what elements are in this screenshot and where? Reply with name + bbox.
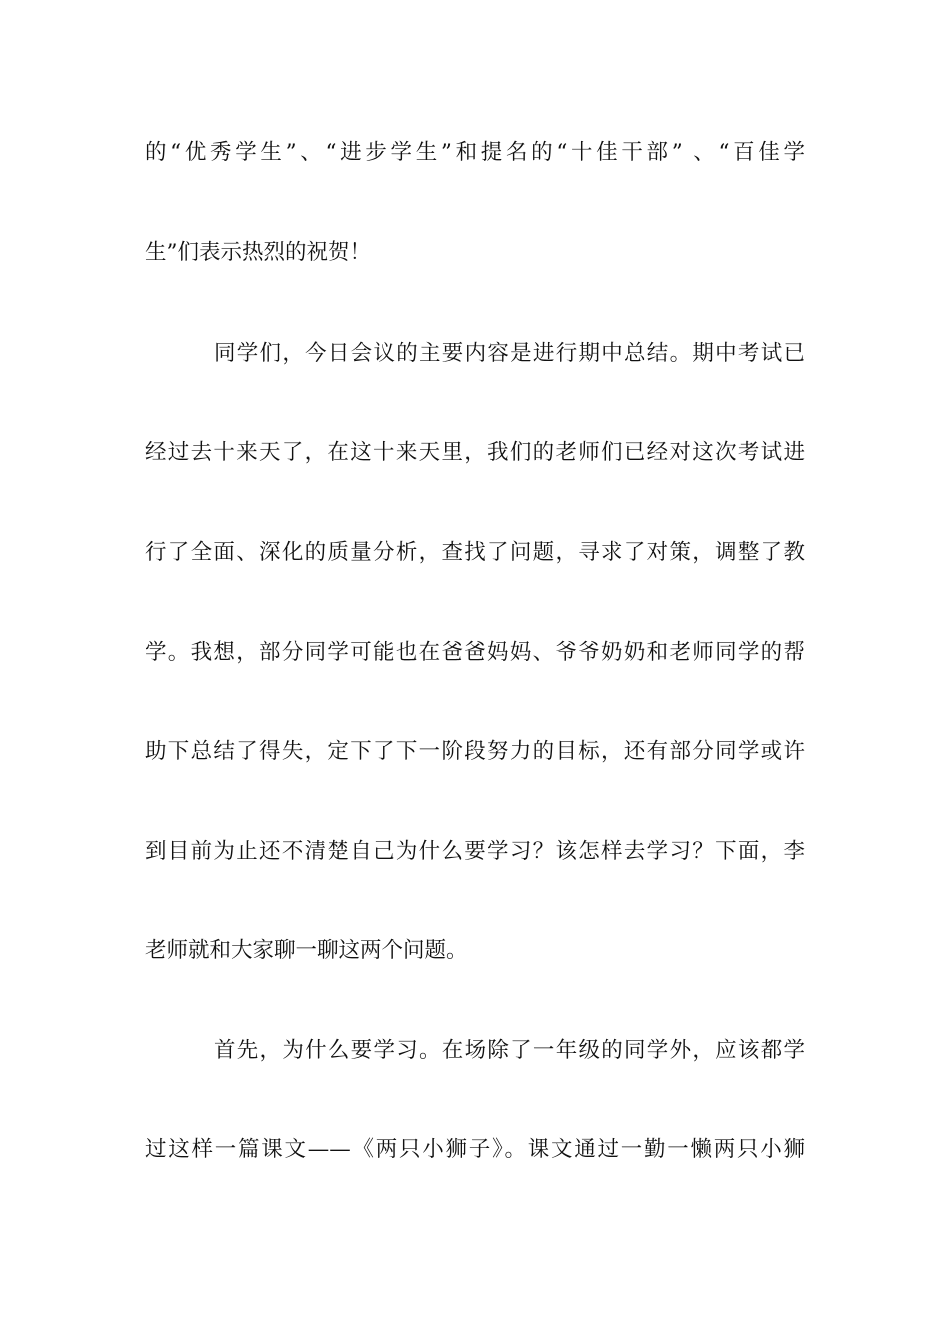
text-line: 过这样一篇课文——《两只小狮子》。课文通过一勤一懒两只小狮 bbox=[145, 1137, 805, 1162]
text-line: 生”们表示热烈的祝贺！ bbox=[145, 240, 371, 265]
text-line: 学。我想，部分同学可能也在爸爸妈妈、爷爷奶奶和老师同学的帮 bbox=[145, 640, 805, 665]
paragraph-first-line: 首先，为什么要学习。在场除了一年级的同学外，应该都学 bbox=[214, 1038, 805, 1063]
text-line: 老师就和大家聊一聊这两个问题。 bbox=[145, 938, 468, 963]
text-line: 助下总结了得失，定下了下一阶段努力的目标，还有部分同学或许 bbox=[145, 739, 805, 764]
text-line: 行了全面、深化的质量分析，查找了问题，寻求了对策，调整了教 bbox=[145, 540, 805, 565]
text-line: 的“优秀学生”、“进步学生”和提名的“十佳干部” 、“百佳学 bbox=[145, 140, 805, 165]
text-line: 经过去十来天了，在这十来天里，我们的老师们已经对这次考试进 bbox=[145, 440, 805, 465]
paragraph-first-line: 同学们，今日会议的主要内容是进行期中总结。期中考试已 bbox=[214, 341, 805, 366]
text-line: 到目前为止还不清楚自己为什么要学习？该怎样去学习？下面，李 bbox=[145, 839, 805, 864]
